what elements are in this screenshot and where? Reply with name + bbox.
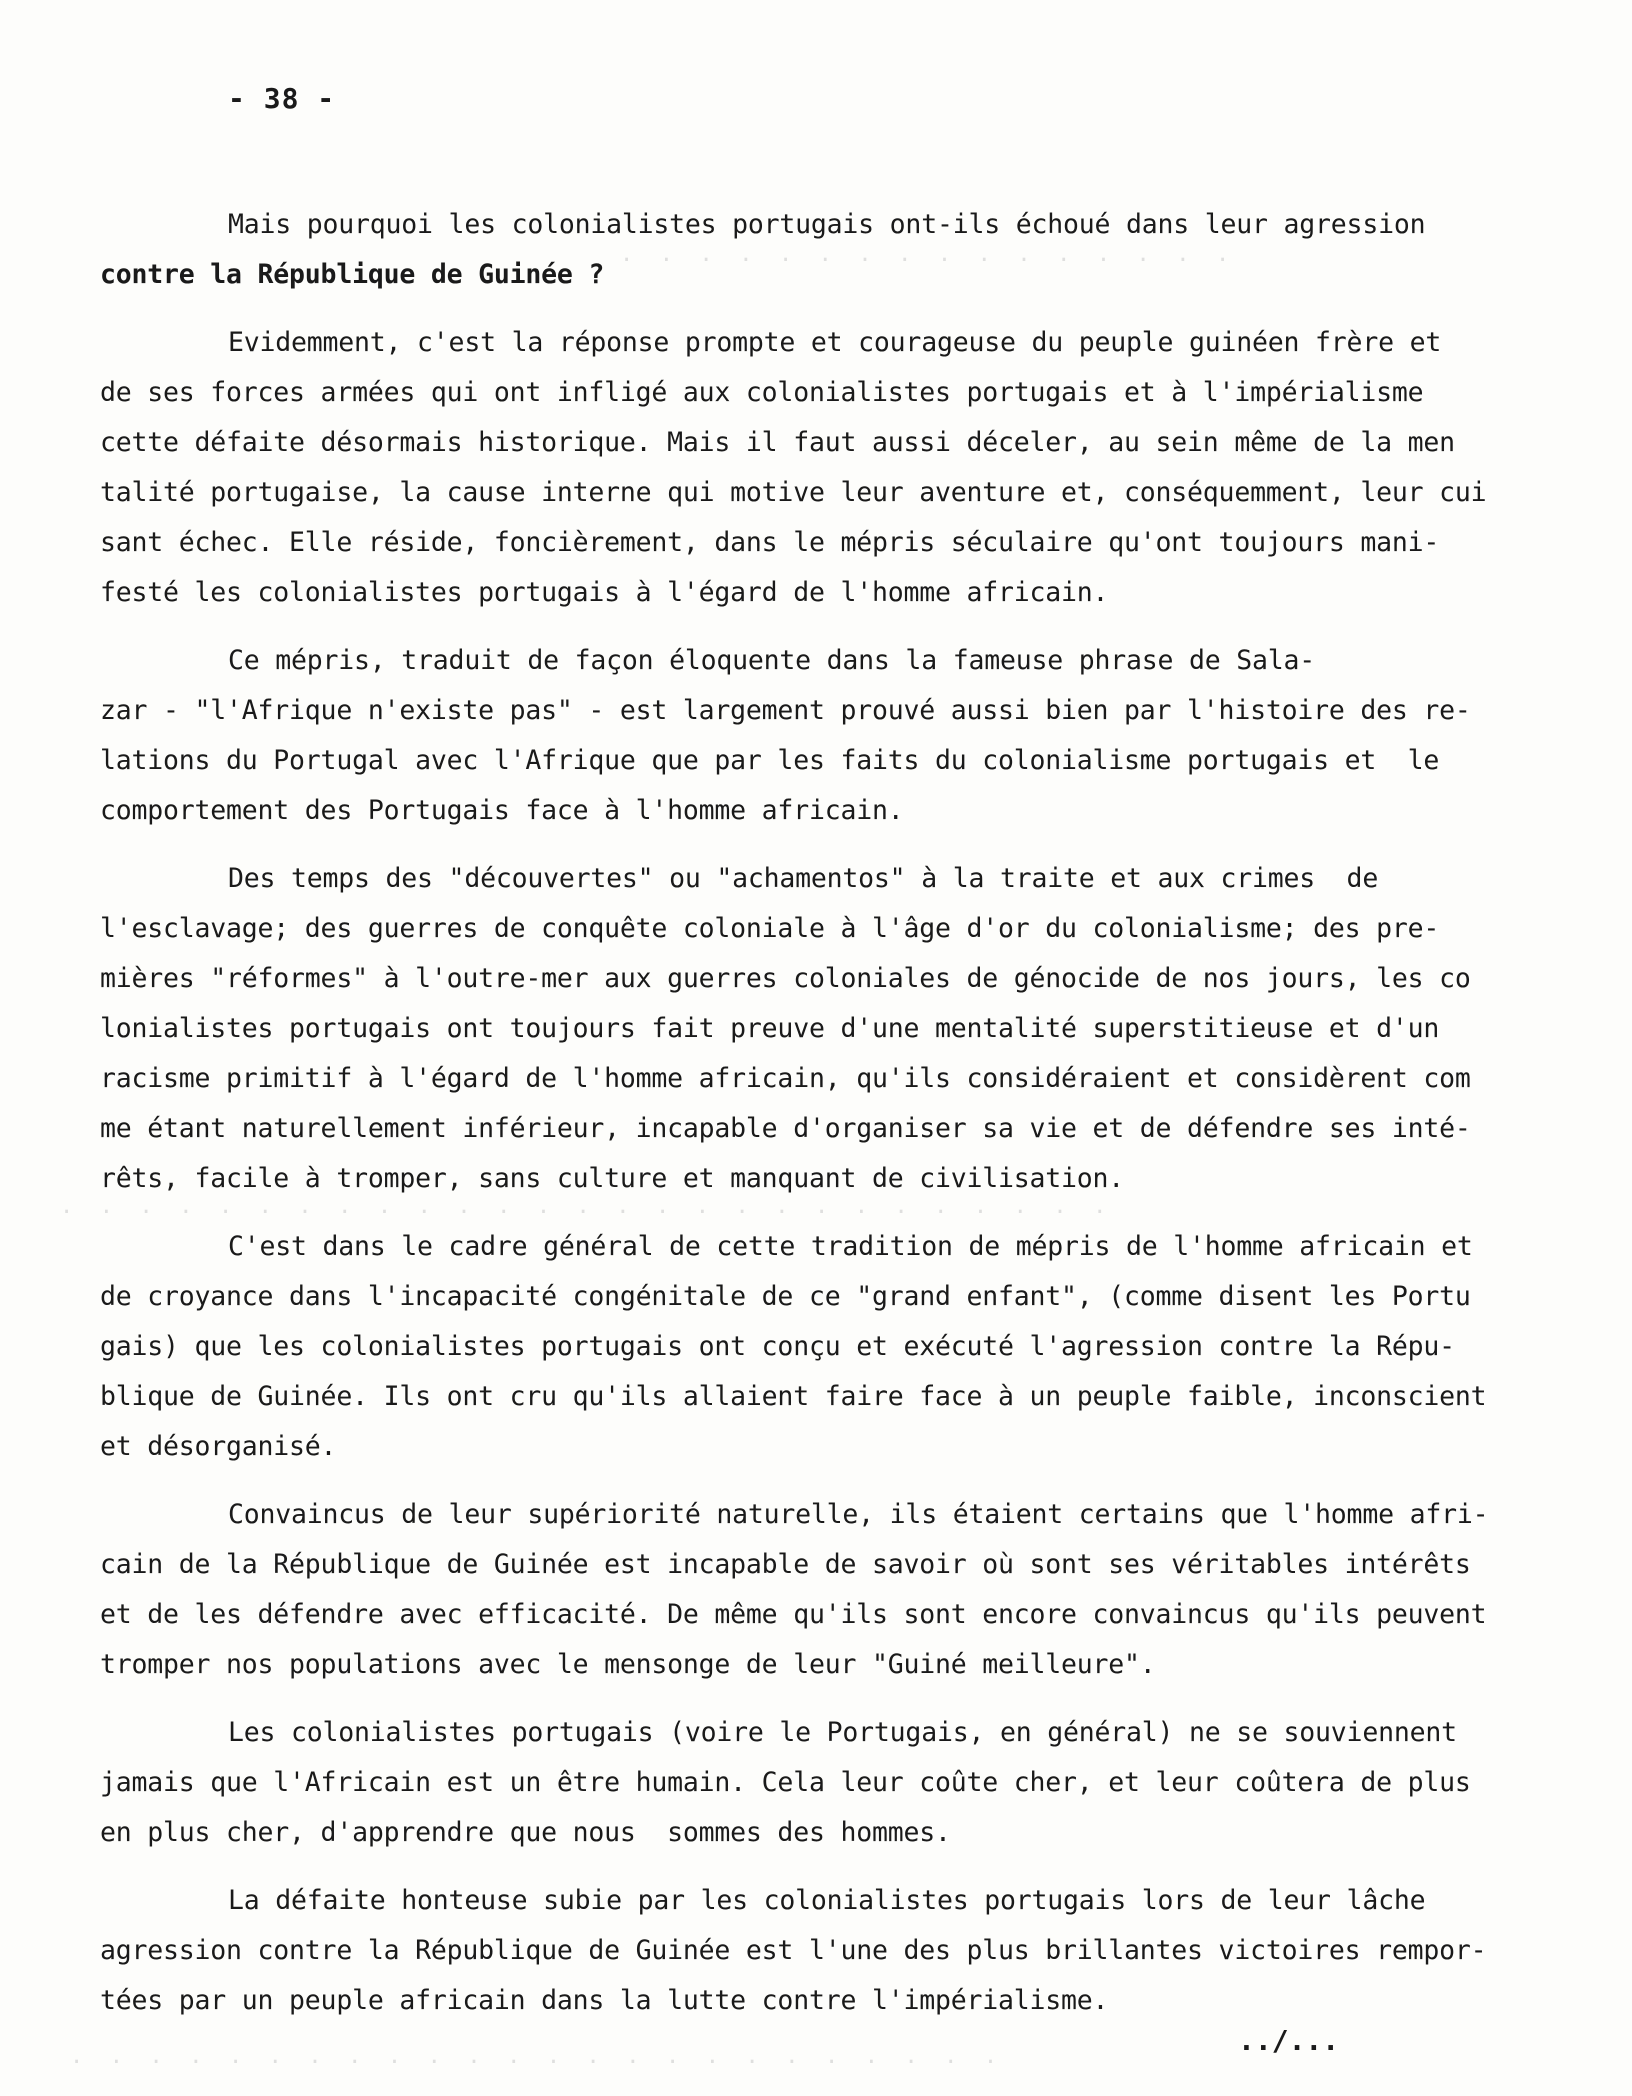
text-line: talité portugaise, la cause interne qui motive leur aventure et, conséquemment, leur cui <box>100 477 1487 508</box>
text-line: racisme primitif à l'égard de l'homme africain, qu'ils considéraient et considèrent com <box>100 1063 1471 1094</box>
text-line: de croyance dans l'incapacité congénitale de ce "grand enfant", (comme disent les Portu <box>100 1281 1471 1312</box>
text-line: Convaincus de leur supériorité naturelle, ils étaient certains que l'homme afri- <box>228 1499 1489 1530</box>
text-line: lations du Portugal avec l'Afrique que par les faits du colonialisme portugais et le <box>100 745 1440 776</box>
text-line: jamais que l'Africain est un être humain. Cela leur coûte cher, et leur coûtera de plus <box>100 1767 1471 1798</box>
paragraph-1 <box>100 200 1500 300</box>
text-line: Mais pourquoi les colonialistes portugais ont-ils échoué dans leur agression <box>228 209 1426 240</box>
text-line: tées par un peuple africain dans la lutte contre l'impérialisme. <box>100 1985 1109 2016</box>
paragraph-4 <box>100 854 1500 1204</box>
bleed-through-marks: · · · · · · · · · · · · · · · · <box>620 248 1230 273</box>
text-line: rêts, facile à tromper, sans culture et manquant de civilisation. <box>100 1163 1125 1194</box>
paragraph-6 <box>100 1490 1500 1690</box>
text-line: zar - "l'Afrique n'existe pas" - est largement prouvé aussi bien par l'histoire des re- <box>100 695 1471 726</box>
text-line: tromper nos populations avec le mensonge de leur "Guiné meilleure". <box>100 1649 1156 1680</box>
text-line: cette défaite désormais historique. Mais il faut aussi déceler, au sein même de la men <box>100 427 1455 458</box>
paragraph-2 <box>100 318 1500 618</box>
body-text <box>100 200 1500 2044</box>
text-line: gais) que les colonialistes portugais ont conçu et exécuté l'agression contre la Répu- <box>100 1331 1455 1362</box>
text-line: Des temps des "découvertes" ou "achamentos" à la traite et aux crimes de <box>228 863 1379 894</box>
text-line: et de les défendre avec efficacité. De même qu'ils sont encore convaincus qu'ils peuvent <box>100 1599 1487 1630</box>
text-line: l'esclavage; des guerres de conquête coloniale à l'âge d'or du colonialisme; des pre- <box>100 913 1440 944</box>
continuation-mark: ../... <box>1238 2024 1340 2057</box>
paragraph-3 <box>100 636 1500 836</box>
text-line: cain de la République de Guinée est incapable de savoir où sont ses véritables intérêts <box>100 1549 1471 1580</box>
text-line: festé les colonialistes portugais à l'égard de l'homme africain. <box>100 577 1109 608</box>
text-line: comportement des Portugais face à l'homme africain. <box>100 795 904 826</box>
text-line: sant échec. Elle réside, foncièrement, dans le mépris séculaire qu'ont toujours mani- <box>100 527 1440 558</box>
text-line: en plus cher, d'apprendre que nous sommes des hommes. <box>100 1817 951 1848</box>
text-line: Ce mépris, traduit de façon éloquente dans la fameuse phrase de Sala- <box>228 645 1316 676</box>
text-line: La défaite honteuse subie par les colonialistes portugais lors de leur lâche <box>228 1885 1426 1916</box>
text-line: Evidemment, c'est la réponse prompte et courageuse du peuple guinéen frère et <box>228 327 1442 358</box>
bleed-through-marks: · · · · · · · · · · · · · · · · · · · · · · · · <box>70 2050 998 2075</box>
text-line: lonialistes portugais ont toujours fait preuve d'une mentalité superstitieuse et d'un <box>100 1013 1440 1044</box>
text-line: agression contre la République de Guinée est l'une des plus brillantes victoires rempor- <box>100 1935 1487 1966</box>
text-line: mières "réformes" à l'outre-mer aux guerres coloniales de génocide de nos jours, les co <box>100 963 1471 994</box>
bleed-through-marks: · · · · · · · · · · · · · · · · · · · · · · · · · · · <box>60 1200 1107 1225</box>
paragraph-8 <box>100 1876 1500 2026</box>
text-line: contre la République de Guinée ? <box>100 259 605 290</box>
paragraph-7 <box>100 1708 1500 1858</box>
text-line: et désorganisé. <box>100 1431 337 1462</box>
text-line: Les colonialistes portugais (voire le Portugais, en général) ne se souviennent <box>228 1717 1457 1748</box>
text-line: de ses forces armées qui ont infligé aux colonialistes portugais et à l'impérialisme <box>100 377 1424 408</box>
text-line: blique de Guinée. Ils ont cru qu'ils allaient faire face à un peuple faible, inconscient <box>100 1381 1487 1412</box>
text-line: me étant naturellement inférieur, incapable d'organiser sa vie et de défendre ses inté- <box>100 1113 1471 1144</box>
paragraph-5 <box>100 1222 1500 1472</box>
page-number: - 38 - <box>228 82 336 115</box>
text-line: C'est dans le cadre général de cette tradition de mépris de l'homme africain et <box>228 1231 1473 1262</box>
